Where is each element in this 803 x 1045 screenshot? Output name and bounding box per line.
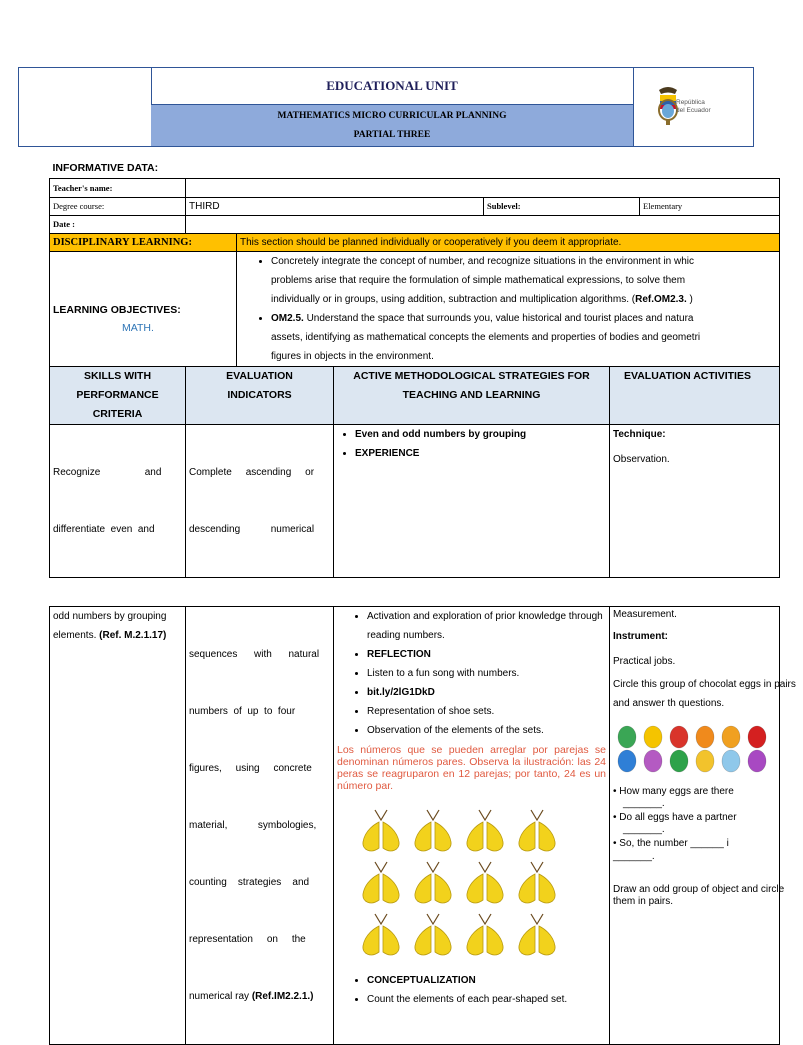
document-header [18, 67, 754, 147]
pear-icon [519, 874, 535, 903]
indicators-cell-p1: Complete ascending or descending numerical [186, 425, 334, 578]
pear-stem-icon [479, 914, 491, 924]
activities-cell-p1: Technique: Observation. [610, 425, 780, 578]
pear-icon [415, 926, 431, 955]
degree-value: THIRD [186, 198, 484, 216]
date-value [186, 216, 780, 234]
header-empty-cell [19, 68, 152, 146]
pear-stem-icon [531, 914, 543, 924]
egg-icon [748, 726, 766, 748]
pear-stem-icon [479, 862, 491, 872]
pear-stem-icon [427, 810, 439, 820]
pear-icon [487, 822, 503, 851]
disciplinary-label: DISCIPLINARY LEARNING: [50, 234, 237, 252]
pear-icon [467, 874, 483, 903]
pear-icon [415, 874, 431, 903]
republic-label: República del Ecuador [676, 99, 711, 114]
egg-icon [644, 750, 662, 772]
educational-unit-title: EDUCATIONAL UNIT [151, 68, 633, 105]
objective-1: • Concretely integrate the concept of number, and recognize situations in the environment in whic problems arise that require the formulation of simple mathematical expressions, to solve them individually or in groups, using addition, subtraction and multiplication algorithms. (Ref.OM2.3. ) [271, 252, 776, 309]
skills-cell-p1: Recognize and differentiate even and [50, 425, 186, 578]
teacher-label: Teacher's name: [50, 179, 186, 198]
pear-icon [467, 926, 483, 955]
column-strategies: ACTIVE METHODOLOGICAL STRATEGIES FOR TEACHING AND LEARNING [334, 367, 610, 425]
pear-icon [435, 926, 451, 955]
pear-icon [539, 874, 555, 903]
disciplinary-note: This section should be planned individually or cooperatively if you deem it appropriate. [237, 234, 780, 252]
pear-icon [383, 822, 399, 851]
egg-icon [618, 726, 636, 748]
pear-icon [383, 874, 399, 903]
pear-icon [539, 926, 555, 955]
column-skills: SKILLS WITH PERFORMANCE CRITERIA [50, 367, 186, 425]
egg-icon [618, 750, 636, 772]
pear-stem-icon [531, 810, 543, 820]
pears-illustration [359, 802, 579, 962]
pear-stem-icon [375, 914, 387, 924]
objective-2: • OM2.5. Understand the space that surrounds you, value historical and tourist places and natura assets, identifying as mathematical concepts the elements and properties of bodies and geometri figures in objects in the environment. [271, 309, 776, 366]
pear-icon [519, 926, 535, 955]
pear-stem-icon [427, 914, 439, 924]
activities-cell-p2: Measurement. Instrument: Practical jobs. Circle this group of chocolat eggs in pairs and answer th questions. • How many eggs are there _______. • Do all eggs have a partner _______. • So, the number ______ i _______. Draw an odd group of object and circle them in pairs. [610, 607, 780, 1045]
egg-icon [644, 726, 662, 748]
pear-icon [363, 822, 379, 851]
sublevel-value: Elementary [640, 198, 780, 216]
objectives-cell [237, 252, 780, 367]
spanish-explanation: Los números que se pueden arreglar por parejas se denominan números pares. Observa la ilustración: las 24 peras se reagruparon en 12 parejas; por tanto, 24 es un número par. [337, 744, 606, 792]
pear-icon [363, 874, 379, 903]
eggs-illustration [617, 725, 777, 775]
egg-icon [696, 750, 714, 772]
pear-stem-icon [531, 862, 543, 872]
pear-icon [435, 874, 451, 903]
objectives-label: LEARNING OBJECTIVES: [53, 304, 181, 316]
egg-icon [670, 726, 688, 748]
sublevel-label: Sublevel: [484, 198, 640, 216]
degree-label: Degree course: [50, 198, 186, 216]
planning-table-page-1 [49, 158, 780, 578]
pear-icon [363, 926, 379, 955]
pear-stem-icon [375, 862, 387, 872]
egg-icon [722, 726, 740, 748]
pear-icon [519, 822, 535, 851]
pear-icon [415, 822, 431, 851]
pear-icon [435, 822, 451, 851]
planning-table-page-2 [49, 606, 796, 1045]
pear-icon [383, 926, 399, 955]
pear-stem-icon [427, 862, 439, 872]
egg-icon [722, 750, 740, 772]
indicators-cell-p2: sequences with natural numbers of up to four figures, using concrete material, symbologies, counting strategies and representation on the numerical ray (Ref.IM2.2.1.) [186, 607, 334, 1045]
planning-title: MATHEMATICS MICRO CURRICULAR PLANNING [277, 111, 507, 121]
objectives-label-cell [50, 252, 237, 367]
pear-stem-icon [479, 810, 491, 820]
pear-icon [467, 822, 483, 851]
teacher-value [186, 179, 780, 198]
partial-title: PARTIAL THREE [353, 130, 431, 140]
strategies-cell-p1: • Even and odd numbers by grouping • EXPERIENCE [334, 425, 610, 578]
header-title-cell [151, 68, 634, 146]
egg-icon [696, 726, 714, 748]
pear-icon [487, 874, 503, 903]
strategies-cell-p2: • Activation and exploration of prior knowledge through reading numbers. • REFLECTION • Listen to a fun song with numbers. • bit.ly/2lG1DkD • Representation of shoe sets. • Observation of the elements of the sets. Los números que se pueden arreglar por parejas se denominan números pares. Observa la ilustración: las 24 peras se reagruparon en 12 parejas; por tanto, 24 es un número par. • CONCEPTUALIZATION • Count the elements of each pear-shaped set. [334, 607, 610, 1045]
column-activities: EVALUATION ACTIVITIES [610, 367, 780, 425]
egg-icon [748, 750, 766, 772]
objectives-subject: MATH. [122, 322, 154, 334]
pear-icon [539, 822, 555, 851]
egg-icon [670, 750, 688, 772]
date-label: Date : [50, 216, 186, 234]
skills-cell-p2: odd numbers by grouping elements. (Ref. M.2.1.17) [50, 607, 186, 1045]
informative-data-title: INFORMATIVE DATA: [50, 158, 780, 179]
pear-icon [487, 926, 503, 955]
column-indicators: EVALUATION INDICATORS [186, 367, 334, 425]
planning-band [151, 105, 633, 146]
pear-stem-icon [375, 810, 387, 820]
